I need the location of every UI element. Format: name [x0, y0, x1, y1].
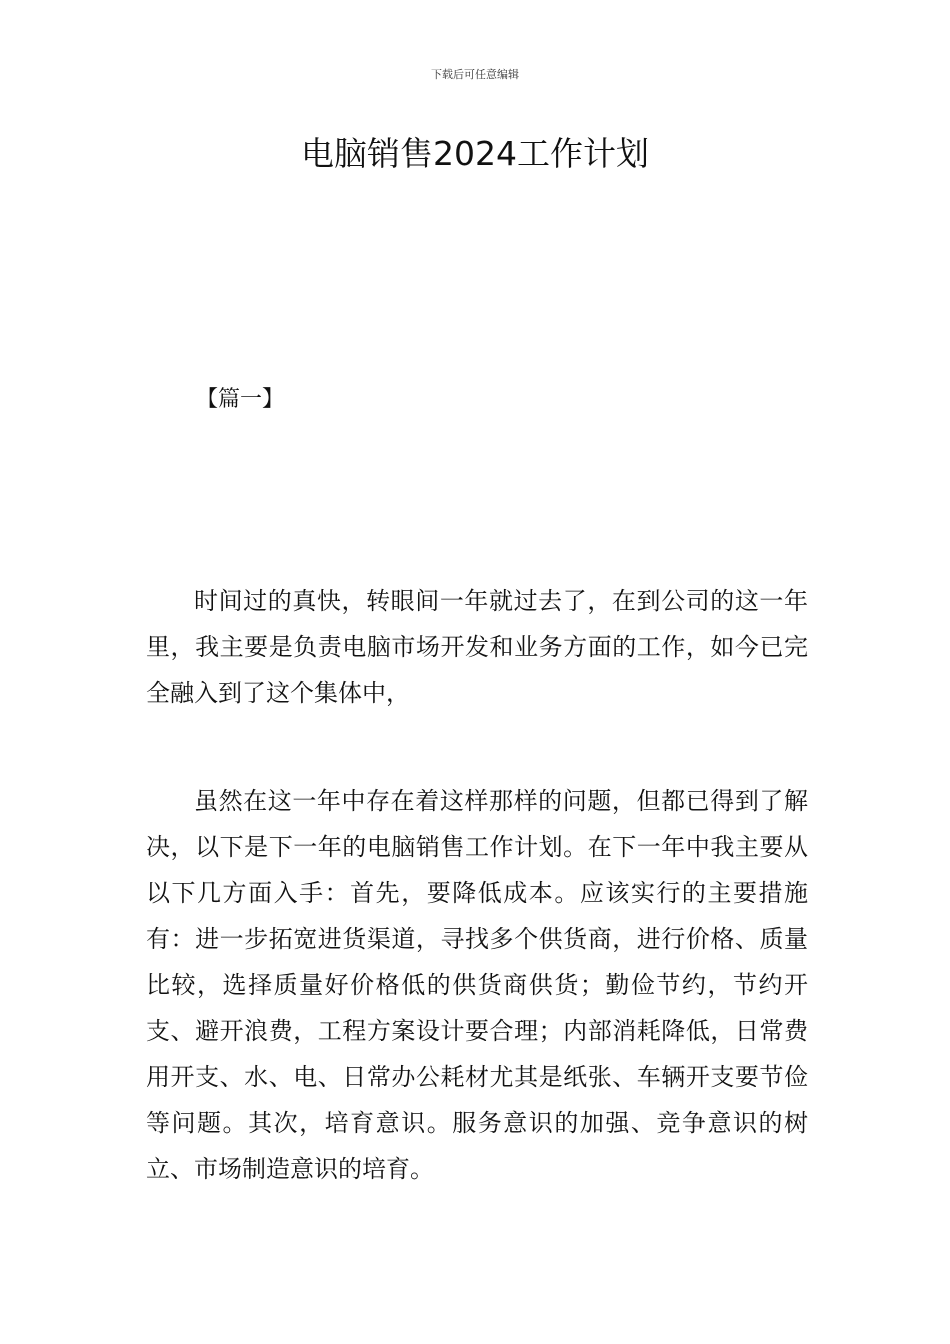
- document-title: 电脑销售2024工作计划: [301, 134, 649, 173]
- section-label: 【篇一】: [196, 387, 285, 412]
- paragraph-2: 虽然在这一年中存在着这样那样的问题，但都已得到了解决，以下是下一年的电脑销售工作计划。在下一年中我主要从以下几方面入手：首先，要降低成本。应该实行的主要措施有：进一步拓宽进货渠道，寻找多个供货商，进行价格、质量比较，选择质量好价格低的供货商供货；勤俭节约，节约开支、避开浪费，工程方案设计要合理；内部消耗降低，日常费用开支、水、电、日常办公耗材尤其是纸张、车辆开支要节俭等问题。其次，培育意识。服务意识的加强、竞争意识的树立、市场制造意识的培育。: [146, 787, 808, 1183]
- header-note: 下载后可任意编辑: [431, 68, 519, 81]
- paragraph-1: 时间过的真快，转眼间一年就过去了，在到公司的这一年里，我主要是负责电脑市场开发和业务方面的工作，如今已完全融入到了这个集体中，: [146, 587, 808, 707]
